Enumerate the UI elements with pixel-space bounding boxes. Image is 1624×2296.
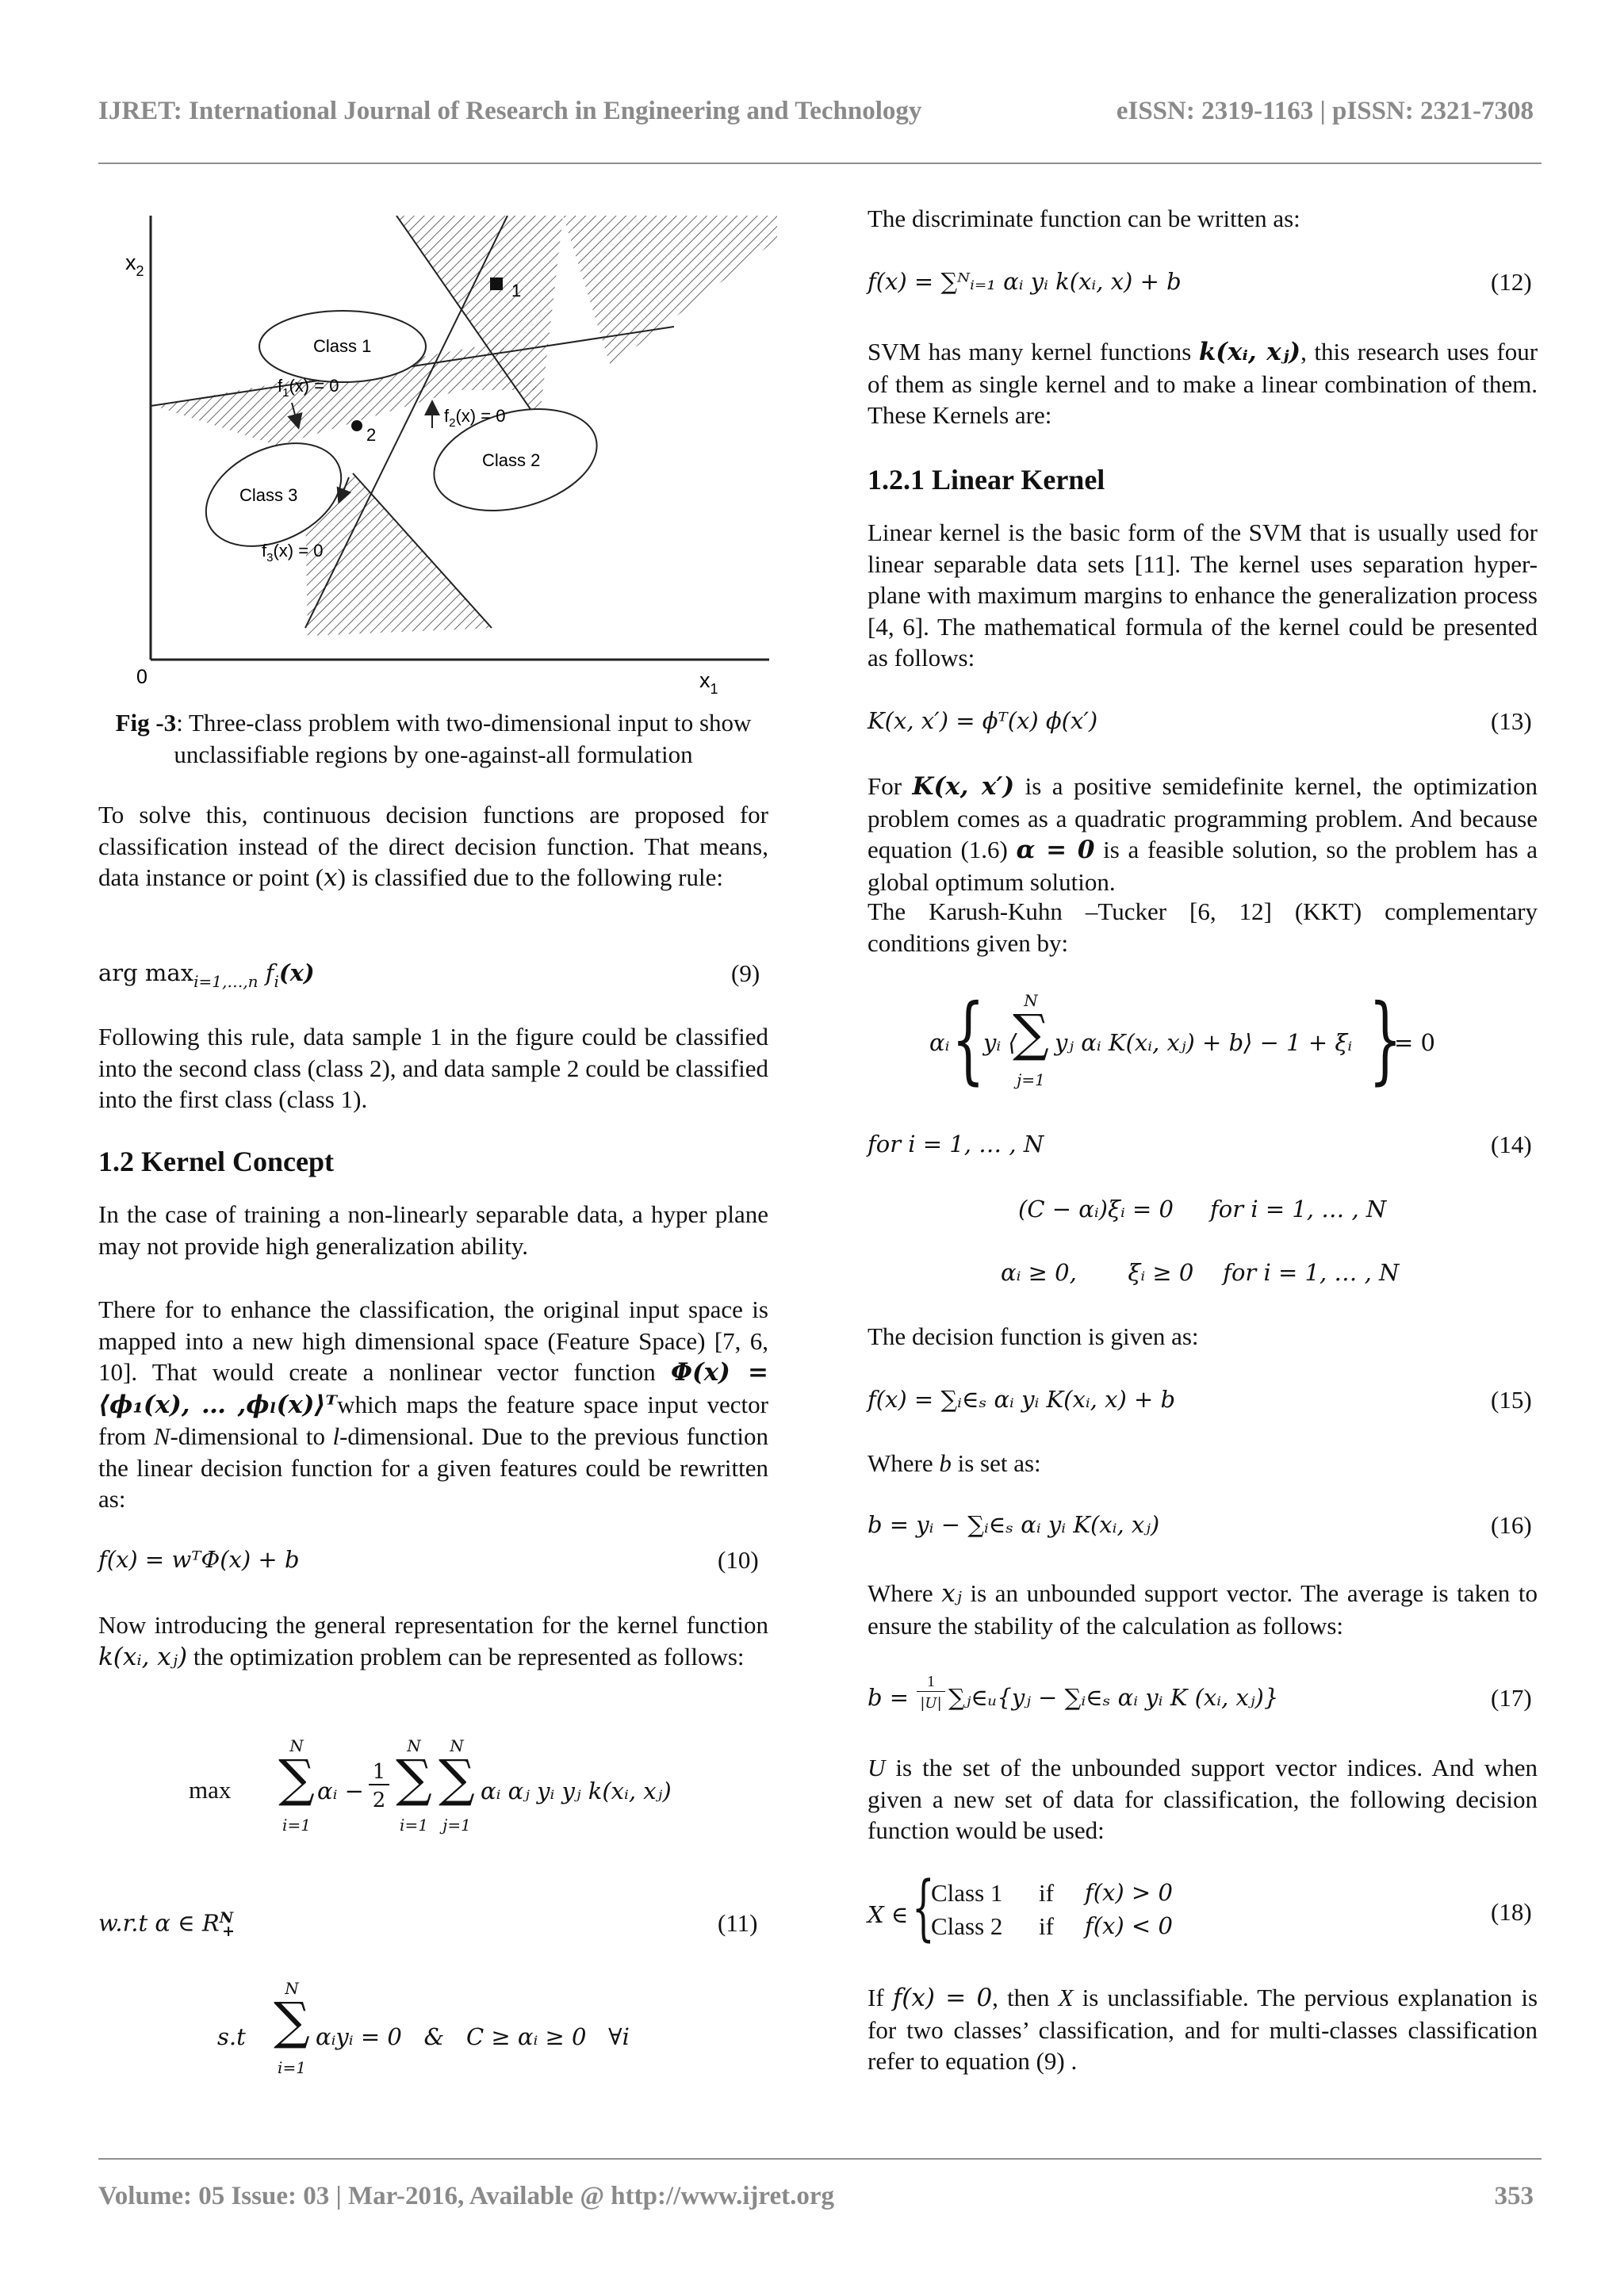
origin-label: 0 [136, 666, 147, 688]
eq18-condition-2: f(x) < 0 [1085, 1912, 1173, 1939]
x2-axis-label: $x_2$ [125, 251, 144, 279]
eq17-frac-numerator: 1 [917, 1673, 945, 1692]
eq11-alpha: αᵢ − [317, 1777, 364, 1804]
right-paragraph-1: The discriminate function can be written as: [868, 205, 1300, 232]
eq14-sum-upper: N [1024, 991, 1038, 1010]
eq18-if-2: if [1039, 1912, 1054, 1940]
equation-10-number: (10) [718, 1546, 759, 1574]
eq18-x: X ∈ [868, 1901, 909, 1928]
eq17-body: ∑ⱼ∈ᵤ{yⱼ − ∑ᵢ∈ₛ αᵢ yᵢ K (xᵢ, xⱼ)} [948, 1684, 1279, 1711]
eq14-condition-2: αᵢ ≥ 0, ξᵢ ≥ 0 for i = 1, … , N [1001, 1259, 1400, 1286]
equation-13: K(x, x′) = ϕᵀ(x) ϕ(x′) [868, 707, 1098, 734]
equation-9-number: (9) [731, 959, 760, 987]
equation-12: f(x) = ∑ᴺᵢ₌₁ αᵢ yᵢ k(xᵢ, x) + b [868, 268, 1182, 295]
f2-label: $f_2(x) = 0$ [444, 406, 506, 430]
eq11-wrt: w.r.t α ∈ $R^N_+$ [98, 1909, 235, 1941]
eq11-st: s.t [217, 2023, 246, 2050]
eq11-st-sum: ∑ [274, 1992, 310, 2051]
f3-label: $f_3(x) = 0$ [262, 541, 324, 564]
sample-1-label: 1 [511, 281, 522, 300]
eq14-equals-zero: = 0 [1394, 1029, 1435, 1056]
left-paragraph-1: To solve this, continuous decision functions are proposed for classification instead of the direct decision function. That means, data instance or point (x) is classified due to the following rule: [98, 801, 768, 892]
right-paragraph-4: For K(x, x′) is a positive semidefinite kernel, the optimization problem comes as a quadratic programming problem. And because equation (1.6) α = 0 is a feasible solution, so the problem has a global optimum solution. [868, 772, 1538, 896]
eq11-max: max [189, 1776, 232, 1804]
section-heading-1-2-1: 1.2.1 Linear Kernel [868, 464, 1105, 496]
equation-11-number: (11) [718, 1909, 758, 1937]
eq17-b: b = [868, 1684, 910, 1711]
eq14-for: for i = 1, … , N [868, 1131, 1044, 1158]
three-class-figure [119, 208, 777, 715]
x1-axis-label: $x_1$ [699, 668, 718, 697]
caption-text: : Three-class problem with two-dimensional input to show unclassifiable regions by one-against-all formulation [174, 709, 752, 768]
eq11-sum3-lower: j=1 [442, 1816, 471, 1835]
left-paragraph-2: Following this rule, data sample 1 in the figure could be classified into the second class (class 2), and data sample 2 could be classified into the first class (class 1). [98, 1023, 768, 1113]
eq11-half-numerator: 1 [369, 1760, 389, 1785]
equation-16-number: (16) [1491, 1511, 1532, 1539]
page-header [98, 97, 1534, 136]
eq14-condition-1: (C − αᵢ)ξᵢ = 0 for i = 1, … , N [1018, 1196, 1387, 1223]
eq17-frac-denominator: |U| [920, 1695, 942, 1712]
eq11-sum1-lower: i=1 [282, 1816, 311, 1835]
eq11-sum2: ∑ [396, 1750, 432, 1808]
right-paragraph-8: Where xⱼ is an unbounded support vector. The average is taken to ensure the stability of the calculation as follows: [868, 1579, 1538, 1640]
left-paragraph-3: In the case of training a non-linearly separable data, a hyper plane may not provide high generalization ability. [98, 1200, 768, 1260]
eq14-sum-lower: j=1 [1017, 1070, 1045, 1089]
right-paragraph-10: If f(x) = 0, then X is unclassifiable. The pervious explanation is for two classes’ classification, and for multi-classes classification refer to equation (9) . [868, 1984, 1538, 2075]
right-paragraph-3: Linear kernel is the basic form of the SVM that is usually used for linear separable data sets [11]. The kernel uses separation hyper-plane with maximum margins to enhance the generalization process [4, 6]. The mathematical formula of the kernel could be presented as follows: [868, 519, 1538, 672]
sample-1-marker [490, 277, 503, 290]
eq11-st-body: αᵢyᵢ = 0 & C ≥ αᵢ ≥ 0 ∀i [316, 2023, 630, 2050]
journal-title: IJRET: International Journal of Research in Engineering and Technology [98, 97, 922, 125]
eq18-condition-1: f(x) > 0 [1085, 1879, 1173, 1906]
right-paragraph-9: U is the set of the unbounded support vector indices. And when given a new set of data for classification, the following decision function would be used: [868, 1754, 1538, 1844]
eq11-st-sum-upper: N [285, 1979, 299, 1998]
eq11-sum2-upper: N [407, 1736, 421, 1755]
equation-14-number: (14) [1491, 1131, 1532, 1158]
right-paragraph-5: The Karush-Kuhn –Tucker [6, 12] (KKT) complementary conditions given by: [868, 897, 1538, 957]
caption-label: Fig -3 [115, 709, 177, 737]
f1-label: $f_1(x) = 0$ [278, 376, 339, 400]
eq14-left-brace: { [952, 985, 985, 1095]
sample-2-marker [351, 420, 362, 431]
eq11-sum1: ∑ [278, 1750, 315, 1808]
unclassifiable-region-right [563, 216, 777, 366]
equation-18-number: (18) [1491, 1898, 1532, 1926]
left-paragraph-5: Now introducing the general representation for the kernel function k(xᵢ, xⱼ) the optimization problem can be represented as follows: [98, 1611, 768, 1671]
eq14-body: yⱼ αᵢ K(xᵢ, xⱼ) + b⟩ − 1 + ξᵢ [1055, 1029, 1353, 1056]
eq11-sum1-upper: N [289, 1736, 304, 1755]
equation-15: f(x) = ∑ᵢ∈ₛ αᵢ yᵢ K(xᵢ, x) + b [868, 1386, 1176, 1413]
eq11-body: αᵢ αⱼ yᵢ yⱼ k(xᵢ, xⱼ) [481, 1777, 672, 1804]
eq18-class-2: Class 2 [931, 1912, 1003, 1940]
eq11-sum2-lower: i=1 [400, 1816, 428, 1835]
class-1-label: Class 1 [313, 336, 372, 356]
issn: eISSN: 2319-1163 | pISSN: 2321-7308 [1116, 97, 1534, 125]
eq14-right-brace: } [1369, 985, 1402, 1095]
figure-caption [98, 707, 768, 771]
section-heading-1-2: 1.2 Kernel Concept [98, 1146, 334, 1177]
right-paragraph-2: SVM has many kernel functions k(xᵢ, xⱼ), this research uses four of them as single kernel and to make a linear combination of them. These Kernels are: [868, 338, 1538, 429]
equation-15-number: (15) [1491, 1386, 1532, 1414]
right-paragraph-7: Where b is set as: [868, 1449, 1041, 1477]
page-footer [98, 2182, 1534, 2211]
eq18-class-1: Class 1 [931, 1879, 1003, 1907]
eq14-sum: ∑ [1013, 1004, 1049, 1063]
equation-17-number: (17) [1491, 1684, 1532, 1712]
right-paragraph-6: The decision function is given as: [868, 1322, 1199, 1350]
class-3-label: Class 3 [239, 485, 298, 505]
eq11-half-denominator: 2 [372, 1789, 386, 1812]
eq14-alpha: αᵢ [929, 1029, 950, 1056]
equation-13-number: (13) [1491, 707, 1532, 735]
eq11-sum3-upper: N [450, 1736, 464, 1755]
left-paragraph-4: There for to enhance the classification, the original input space is mapped into a new high dimensional space (Feature Space) [7, 6, 10]. That would create a nonlinear vector function Φ(x) = ⟨ϕ₁(x), … ,ϕₗ(x)⟩ᵀwhich maps the feature space input vector from N-dimensional to l-dimensional. Due to the previous function the linear decision function for a given features could be rewritten as: [98, 1295, 768, 1513]
equation-9: arg $\max_{i=1,\dots,n} f_i(x)$ [98, 959, 315, 991]
eq18-brace: { [912, 1866, 935, 1950]
class-2-label: Class 2 [482, 450, 541, 470]
eq18-if-1: if [1039, 1879, 1054, 1907]
footer-volume: Volume: 05 Issue: 03 | Mar-2016, Available @ http://www.ijret.org [98, 2182, 834, 2210]
footer-rule [98, 2158, 1542, 2160]
sample-2-label: 2 [366, 425, 377, 445]
equation-10: f(x) = wᵀΦ(x) + b [98, 1546, 300, 1573]
eq11-sum3: ∑ [439, 1750, 475, 1808]
equation-16: b = yᵢ − ∑ᵢ∈ₛ αᵢ yᵢ K(xᵢ, xⱼ) [868, 1511, 1160, 1538]
eq14-y: yᵢ ⟨ [983, 1029, 1017, 1056]
eq11-st-sum-lower: i=1 [278, 2058, 306, 2077]
header-rule [98, 163, 1542, 164]
equation-12-number: (12) [1491, 268, 1532, 296]
page-number: 353 [1494, 2182, 1534, 2210]
